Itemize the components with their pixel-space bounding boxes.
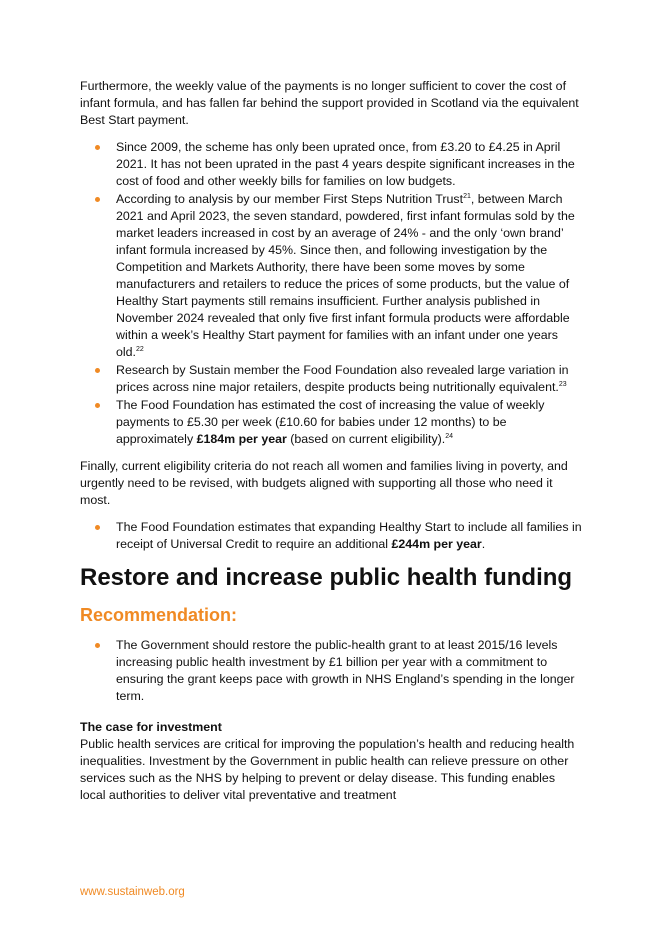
eligibility-bullet-list (80, 519, 582, 553)
section-heading: Restore and increase public health funding (80, 564, 573, 591)
bullet-icon (95, 145, 100, 150)
footer-link[interactable]: www.sustainweb.org (80, 886, 185, 898)
list-item: According to analysis by our member First Steps Nutrition Trust$^{21}$, between March 2021 and April 2023, the seven standard, powdered, first infant formulas sold by the market leaders increased in cost by an average of 24% - and the only ‘own brand’ infant formula increased by 45%. Since then, and following investigation by the Competition and Markets Authority, there have been some moves by some manufacturers and retailers to reduce the prices of some products, but the value of Healthy Start payments still remains insufficient. Further analysis published in November 2024 revealed that only five first infant formula products were affordable within a week’s Healthy Start payment for families with an infant under one years old.$^{22}$ (80, 191, 582, 361)
bullet-icon (95, 368, 100, 373)
bullet-icon (95, 643, 100, 648)
footnote-ref[interactable]: 22 (135, 345, 144, 353)
bullet-icon (95, 525, 100, 530)
footnote-ref[interactable]: 21 (463, 192, 471, 200)
recommendation-heading: Recommendation: (80, 605, 238, 625)
case-heading: The case for investment (80, 720, 222, 734)
list-item: Research by Sustain member the Food Foundation also revealed large variation in prices across nine major retailers, despite products being nutritionally equivalent.$^{23}$ (80, 362, 582, 396)
bullet-icon (95, 403, 100, 408)
list-item: Since 2009, the scheme has only been uprated once, from £3.20 to £4.25 in April 2021. It has not been uprated in the past 4 years despite significant increases in the cost of food and other weekly bills for families on low budgets. (80, 139, 582, 190)
intro-paragraph: Furthermore, the weekly value of the payments is no longer sufficient to cover the cost of infant formula, and has fallen far behind the support provided in Scotland via the equivalent Best Start payment. (80, 79, 579, 127)
footnote-ref[interactable]: 23 (558, 380, 567, 388)
eligibility-paragraph: Finally, current eligibility criteria do not reach all women and families living in poverty, and urgently need to be revised, with budgets aligned with supporting all those who need it most. (80, 459, 568, 507)
list-item: The Government should restore the public-health grant to at least 2015/16 levels increasing public health investment by £1 billion per year with a commitment to ensuring the grant keeps pace with growth in NHS England’s spending in the longer term. (80, 637, 582, 705)
footnote-ref[interactable]: 24 (445, 432, 454, 440)
payment-value-bullet-list (80, 139, 582, 448)
bullet-icon (95, 197, 100, 202)
case-paragraph: Public health services are critical for improving the population’s health and reducing health inequalities. Investment by the Government in public health can relieve pressure on other services such as the NHS by helping to prevent or delay disease. This funding enables local authorities to deliver vital preventative and treatment (80, 737, 575, 802)
page-content (80, 78, 582, 804)
list-item: The Food Foundation has estimated the cost of increasing the value of weekly payments to £5.30 per week (£10.60 for babies under 12 months) to be approximately £184m per year (based on current eligibility).$^{24}$ (80, 397, 582, 448)
list-item: The Food Foundation estimates that expanding Healthy Start to include all families in receipt of Universal Credit to require an additional £244m per year. (80, 519, 582, 553)
recommendation-bullet-list (80, 637, 582, 705)
